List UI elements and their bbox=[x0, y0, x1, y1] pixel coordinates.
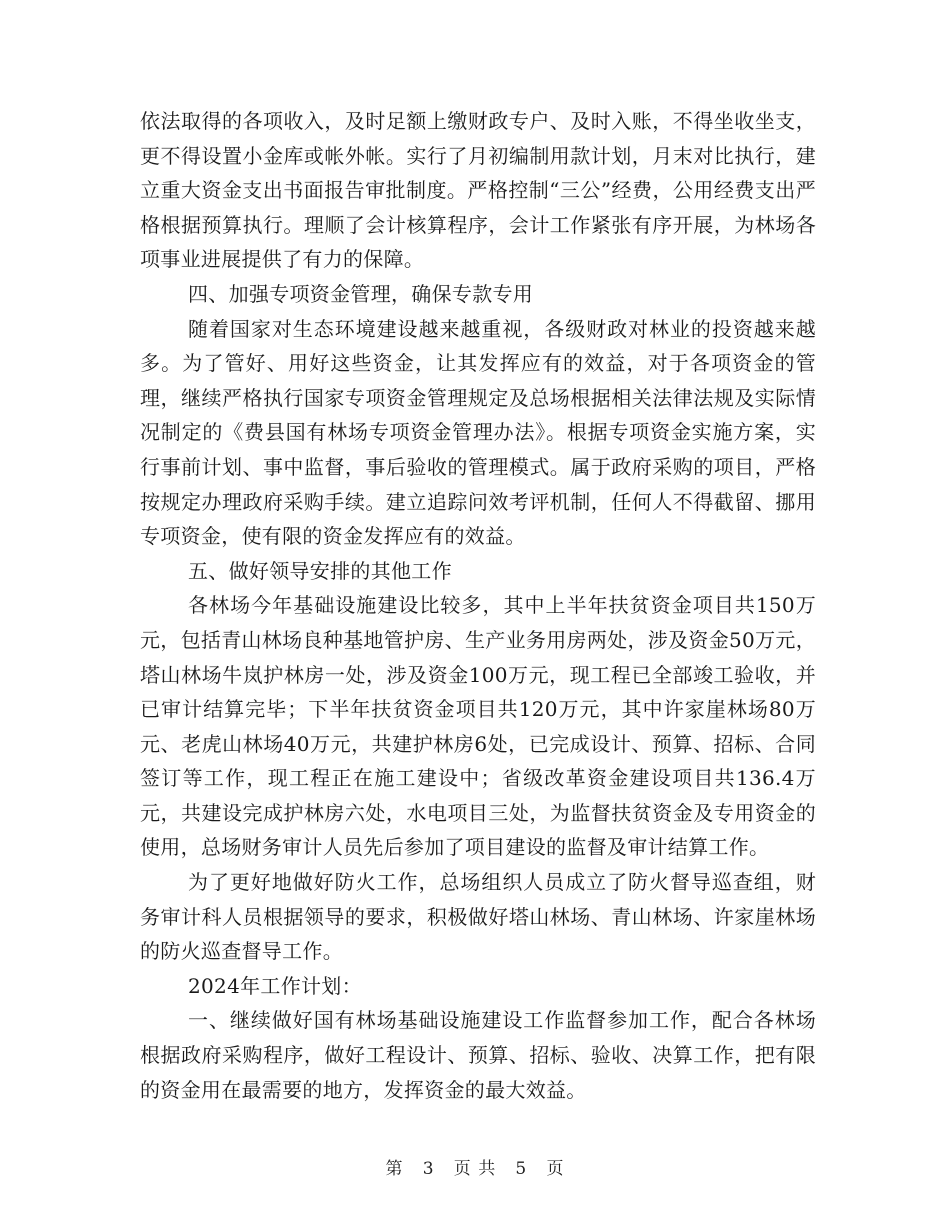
work-plan-heading: 2024年工作计划： bbox=[188, 973, 362, 998]
paragraph-fire-prevention: 为了更好地做好防火工作，总场组织人员成立了防火督导巡查组，财务审计科人员根据领导的要求，积极做好塔山林场、青山林场、许家崖林场的防火巡查督导工作。 bbox=[140, 870, 816, 964]
paragraph-continuation: 依法取得的各项收入，及时足额上缴财政专户、及时入账，不得坐收坐支，更不得设置小金库或帐外帐。实行了月初编制用款计划，月末对比执行，建立重大资金支出书面报告审批制度。严格控制“三公”经费，公用经费支出严格根据预算执行。理顺了会计核算程序，会计工作紧张有序开展，为林场各项事业进展提供了有力的保障。 bbox=[140, 109, 816, 272]
section-heading-5: 五、做好领导安排的其他工作 bbox=[188, 558, 452, 583]
footer-total-pages: 5 bbox=[515, 1159, 528, 1179]
footer-prefix: 第 bbox=[385, 1159, 404, 1179]
document-body bbox=[140, 104, 816, 1107]
page-footer bbox=[0, 1154, 950, 1179]
footer-suffix: 页 bbox=[546, 1159, 565, 1179]
paragraph-special-funds: 随着国家对生态环境建设越来越重视，各级财政对林业的投资越来越多。为了管好、用好这些资金，让其发挥应有的效益，对于各项资金的管理，继续严格执行国家专项资金管理规定及总场根据相关法律法规及实际情况制定的《费县国有林场专项资金管理办法》。根据专项资金实施方案，实行事前计划、事中监督，事后验收的管理模式。属于政府采购的项目，严格按规定办理政府采购手续。建立追踪问效考评机制，任何人不得截留、挪用专项资金，使有限的资金发挥应有的效益。 bbox=[140, 316, 816, 549]
work-plan-item-1: 一、继续做好国有林场基础设施建设工作监督参加工作，配合各林场根据政府采购程序，做好工程设计、预算、招标、验收、决算工作，把有限的资金用在最需要的地方，发挥资金的最大效益。 bbox=[140, 1008, 816, 1102]
footer-mid: 页 共 bbox=[453, 1159, 497, 1179]
section-heading-4: 四、加强专项资金管理，确保专款专用 bbox=[188, 281, 534, 306]
paragraph-infrastructure: 各林场今年基础设施建设比较多，其中上半年扶贫资金项目共150万元，包括青山林场良种基地管护房、生产业务用房两处，涉及资金50万元，塔山林场牛岚护林房一处，涉及资金100万元，现工程已全部竣工验收，并已审计结算完毕；下半年扶贫资金项目共120万元，其中许家崖林场80万元、老虎山林场40万元，共建护林房6处，已完成设计、预算、招标、合同签订等工作，现工程正在施工建设中；省级改革资金建设项目共136.4万元，共建设完成护林房六处，水电项目三处，为监督扶贫资金及专用资金的使用，总场财务审计人员先后参加了项目建设的监督及审计结算工作。 bbox=[140, 593, 816, 860]
footer-page-number: 3 bbox=[422, 1159, 435, 1179]
